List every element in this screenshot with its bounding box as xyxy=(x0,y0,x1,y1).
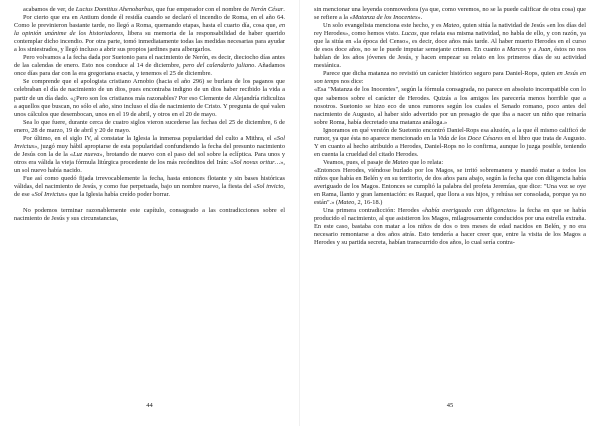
italic-text: Mateo xyxy=(392,158,409,166)
paragraph: «Esa "Matanza de los Inocentes", según la fórmula consagrada, no parece en absoluto incompatible con lo que sabemos sobre el carácter de Herodes. Quizás a los amigos les parecería menos horrible que a nosotros. Suetonio se hizo eco de unos rumores según los cuales el Senado romano, poco antes del nacimiento de Augusto, al haber sido advertido por un presagio de que iba a nacer un niño que reinaría sobre Roma, había decretado una matanza análoga.» xyxy=(314,86,586,126)
paragraph: Pero volvamos a la fecha dada por Suetonio para el nacimiento de Nerón, es decir, dieciocho días antes de las calendas de enero. Esto nos conduce al 14 de diciembre, pero del calendario juliano. Añadamos once días para dar con la era gregoriana exacta, y tenemos el 25 de diciembre. xyxy=(14,54,286,78)
right-page-text xyxy=(314,6,586,247)
italic-text: Lucius Domitius Ahenobarbus xyxy=(75,6,153,13)
paragraph: Por último, en el siglo IV, al constatar la Iglesia la inmensa popularidad del culto a Mithra, el «Sol Invictus», juzgó muy hábil apropiarse de esta popularidad confundiendo la fecha del presunto nacimiento de Jesús con la de la «Luz nueva», brotando de nuevo con el paso del sol sobre la eclíptica. Para unos y otros era válida la vieja fórmula litúrgica procedente de los más recónditos del Irán: «Sol novus oritur…», un sol nuevo había nacido. xyxy=(14,134,286,174)
italic-text: Sol invicto xyxy=(256,183,284,191)
italic-text: Mateo xyxy=(338,199,355,207)
left-page-text xyxy=(14,6,285,223)
italic-text: Sol novus oritur… xyxy=(233,158,281,166)
italic-text: pero del calendario juliano xyxy=(182,62,255,70)
italic-text: Lucas xyxy=(401,30,417,38)
page-number-left: 44 xyxy=(146,402,153,409)
paragraph: Una primera contradicción: Herodes «había averiguado con diligencias» la fecha en que se había producido el nacimiento, al que asistieron los Magos, milagrosamente conducidos por una estrella extraña. En este caso, bastaba con matar a los niños de dos o tres meses de edad nacidos en Belén, y no era necesario remontarse a dos años atrás. Esto tendería a hacer creer que, entre la visita de los Magos a Herodes y su partida secreta, habían transcurrido dos años, lo cual sería contra- xyxy=(314,207,586,247)
paragraph: Sea lo que fuere, durante cerca de cuatro siglos vieron sucederse las fechas del 25 de diciembre, 6 de enero, 28 de marzo, 19 de abril y 20 de mayo. xyxy=(14,118,285,134)
paragraph: Veamos, pues, el pasaje de Mateo que lo relata: xyxy=(323,158,444,166)
paragraph: acabamos de ver, de Lucius Domitius Ahenobarbus, que fue emperador con el nombre de Nerón César. xyxy=(23,6,285,13)
paragraph: Fue así como quedó fijada irrevocablemente la fecha, hasta entonces flotante y sin bases históricas válidas, del nacimiento de Jesús, y como fue perpetuada, bajo un nombre nuevo, la fiesta del «Sol invicto, de ese «Sol Invictus» que la Iglesia había creído poder borrar. xyxy=(14,174,285,199)
italic-text: Mateo xyxy=(443,22,460,30)
italic-text: Luz nueva xyxy=(73,150,100,158)
paragraph: No podemos terminar razonablemente este capítulo, consagrado a las contradicciones sobre el nacimiento de Jesús y sus circunstancias, xyxy=(14,207,285,223)
italic-text: Marcos xyxy=(506,46,527,54)
paragraph: Un solo evangelista menciona este hecho, y es Mateo, quien sitúa la natividad de Jesús «en los días del rey Herodes», como hemos visto. Lucas, que relata esa misma natividad, no habla de ello, y con razón, ya que la sitúa en «la época del Censo», es decir, doce años más tarde. Al haber muerto Herodes en el curso de esos doce años, no se le puede imputar semejante crimen. En cuanto a Marcos y a Juan, éstos no nos hablan de los años jóvenes de Jesús, y hacen empezar su relato en los primeros días de su actividad mesiánica. xyxy=(314,22,586,70)
italic-text: Matanza de los Inocentes xyxy=(352,14,418,22)
italic-text: Nerón César xyxy=(250,6,284,13)
paragraph: Por cierto que era en Antium donde él residía cuando se declaró el incendio de Roma, en el año 64. Como le previnieron bastante tarde, no llegó a Roma, quemando etapas, hasta el cuarto día, cosa que, en la opinión unánime de los historiadores, libera su memoria de la responsabilidad de haber querido contemplar dicho incendio. Por otra parte, tomó inmediatamente todas las medidas necesarias para ayudar a los siniestrados, y llegó incluso a abrir sus propios jardines para albergarlos. xyxy=(14,14,285,54)
italic-text: había averiguado con diligencias xyxy=(425,207,514,215)
paragraph: Se comprende que el apologista cristiano Arnobio (hacia el año 296) se burlara de los paganos que celebraban el día de nacimiento de un dios, pues encontraba indigno de un dios haber recibido la vida a partir de un día dado. «¿Pero son los cristianos más razonables? Por eso Clemente de Alejandría ridiculiza a aquellos que buscan, no sólo el año, sino incluso el día de nacimiento de Cristo. Y pregunta de qué valen unos cálculos que desembocan, unos en el 19 de abril, y otros en el 20 de mayo. xyxy=(14,78,285,118)
right-page xyxy=(314,6,586,421)
paragraph: «Entonces Herodes, viéndose burlado por los Magos, se irritó sobremanera y mandó matar a todos los niños que había en Belén y en su territorio, de dos años para abajo, según la fecha que con diligencia había averiguado de los Magos. Entonces se cumplió la palabra del profeta Jeremías, que dice: "Una voz se oye en Rama, llanto y gran lamentación: es Raquel, que llora a sus hijos, y rehúsa ser consolada, porque ya no están".» (Mateo, 2, 16-18.) xyxy=(314,166,586,207)
page-gutter xyxy=(299,0,300,426)
paragraph: sin mencionar una leyenda conmovedora (ya que, como veremos, no se la puede calificar de otra cosa) que se refiere a la «Matanza de los Inocentes». xyxy=(314,6,586,22)
italic-text: Sol Invictus xyxy=(34,191,65,199)
left-page xyxy=(14,6,285,421)
paragraph: Parece que dicha matanza no revistió un carácter histórico seguro para Daniel-Rops, quien en Jesús en son temps nos dice: xyxy=(314,70,587,86)
italic-text: en Jesús en son temps xyxy=(314,70,587,86)
italic-text: Juan xyxy=(538,46,551,54)
italic-text: en la opinión unánime de los historiadores xyxy=(14,22,285,38)
italic-text: Vida de los Doce Césares xyxy=(437,134,503,142)
italic-text: Sol Invictus xyxy=(14,134,285,150)
paragraph: Ignoramos en qué versión de Suetonio encontró Daniel-Rops esa alusión, a la que él mismo calificó de rumor, ya que ésta no aparece mencionado en la Vida de los Doce Césares en el libro que trata de Augusto. Y en cuanto al hecho atribuido a Herodes, Daniel-Rops no lo confirma, aunque lo juzga posible, teniendo en cuenta la crueldad del citado Herodes. xyxy=(314,126,586,158)
page-number-right: 45 xyxy=(446,402,454,409)
